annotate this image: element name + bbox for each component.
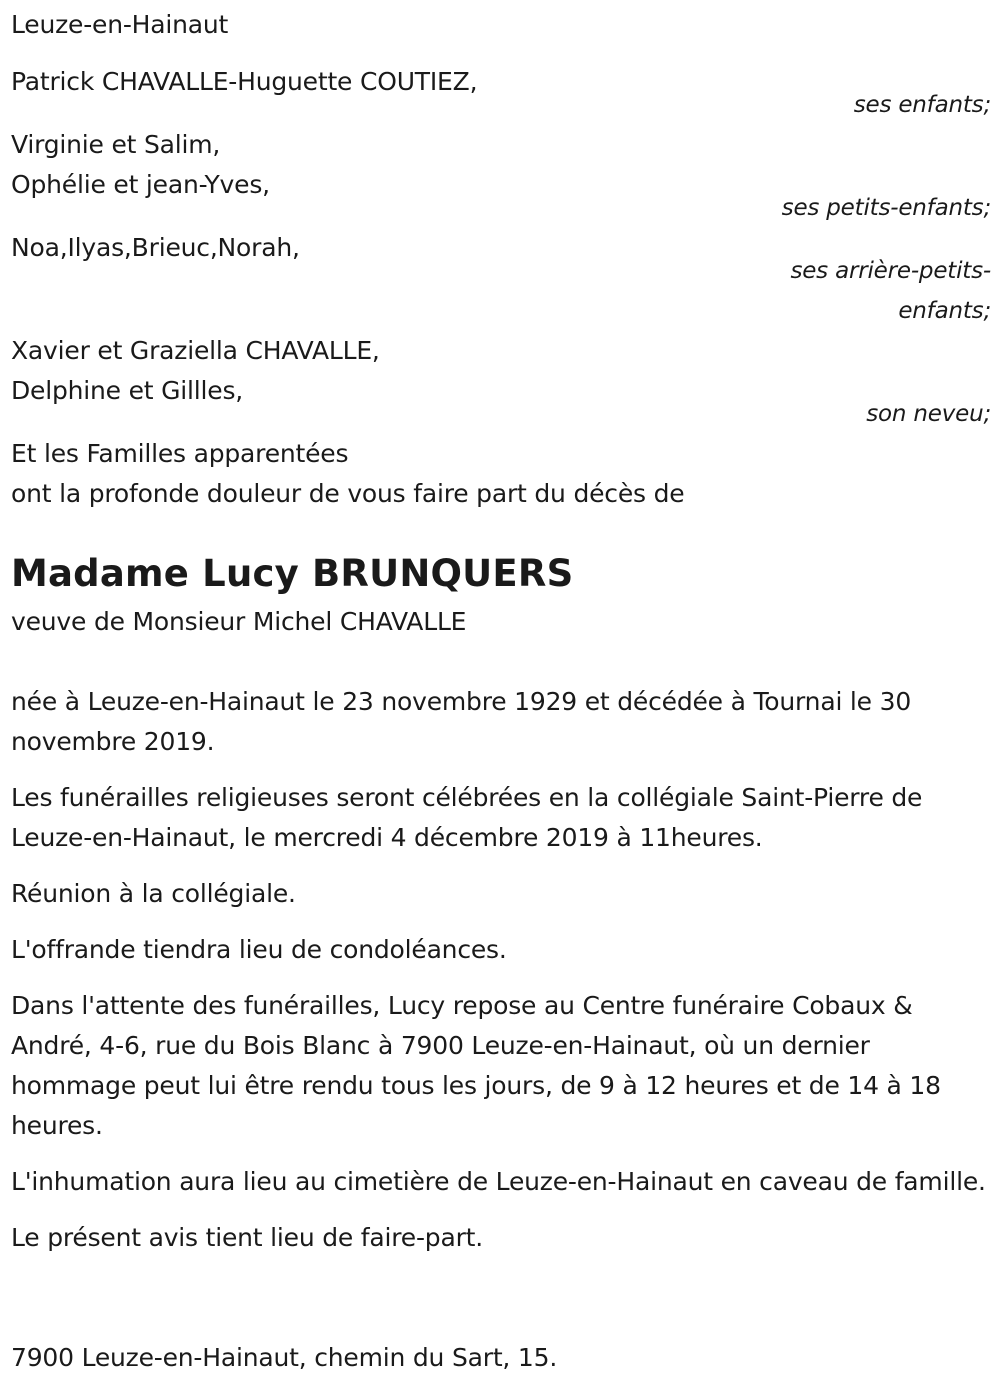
grandchild-names-2: Ophélie et jean-Yves, [11,170,270,199]
great-grandchild-names: Noa,Ilyas,Brieuc,Norah, [11,233,300,262]
announcement-line: ont la profonde douleur de vous faire part du décès de [11,479,685,508]
relation-children: ses enfants; [853,92,991,118]
paragraph-notice: Le présent avis tient lieu de faire-part. [11,1223,484,1252]
nephew-names-2: Delphine et Gillles, [11,376,244,405]
deceased-name: Madame Lucy BRUNQUERS [11,552,574,595]
families-line: Et les Familles apparentées [11,439,349,468]
address: 7900 Leuze-en-Hainaut, chemin du Sart, 15. [11,1343,558,1372]
grandchild-names-1: Virginie et Salim, [11,130,221,159]
nephew-names-1: Xavier et Graziella CHAVALLE, [11,336,380,365]
relation-great-grandchildren-line1: ses arrière-petits- [790,258,991,284]
location-top: Leuze-en-Hainaut [11,10,229,39]
relation-grandchildren: ses petits-enfants; [781,195,991,221]
paragraph-funeral: Les funérailles religieuses seront célébrées en la collégiale Saint-Pierre de Leuze-en-Hainaut, le mercredi 4 décembre 2019 à 11heures. [11,783,923,852]
paragraph-burial: L'inhumation aura lieu au cimetière de Leuze-en-Hainaut en caveau de famille. [11,1167,986,1196]
paragraph-reunion: Réunion à la collégiale. [11,879,296,908]
relation-great-grandchildren-line2: enfants; [898,298,991,324]
body-paragraphs [11,682,986,1258]
paragraph-rest: Dans l'attente des funérailles, Lucy repose au Centre funéraire Cobaux & André, 4-6, rue du Bois Blanc à 7900 Leuze-en-Hainaut, où un dernier hommage peut lui être rendu tous les jours, de 9 à 12 heures et de 14 à 18 heures. [11,991,941,1140]
children-names: Patrick CHAVALLE-Huguette COUTIEZ, [11,67,478,96]
paragraph-birth-death: née à Leuze-en-Hainaut le 23 novembre 1929 et décédée à Tournai le 30 novembre 2019. [11,687,912,756]
relation-nephew: son neveu; [866,401,991,427]
paragraph-offering: L'offrande tiendra lieu de condoléances. [11,935,507,964]
widow-of: veuve de Monsieur Michel CHAVALLE [11,607,467,636]
